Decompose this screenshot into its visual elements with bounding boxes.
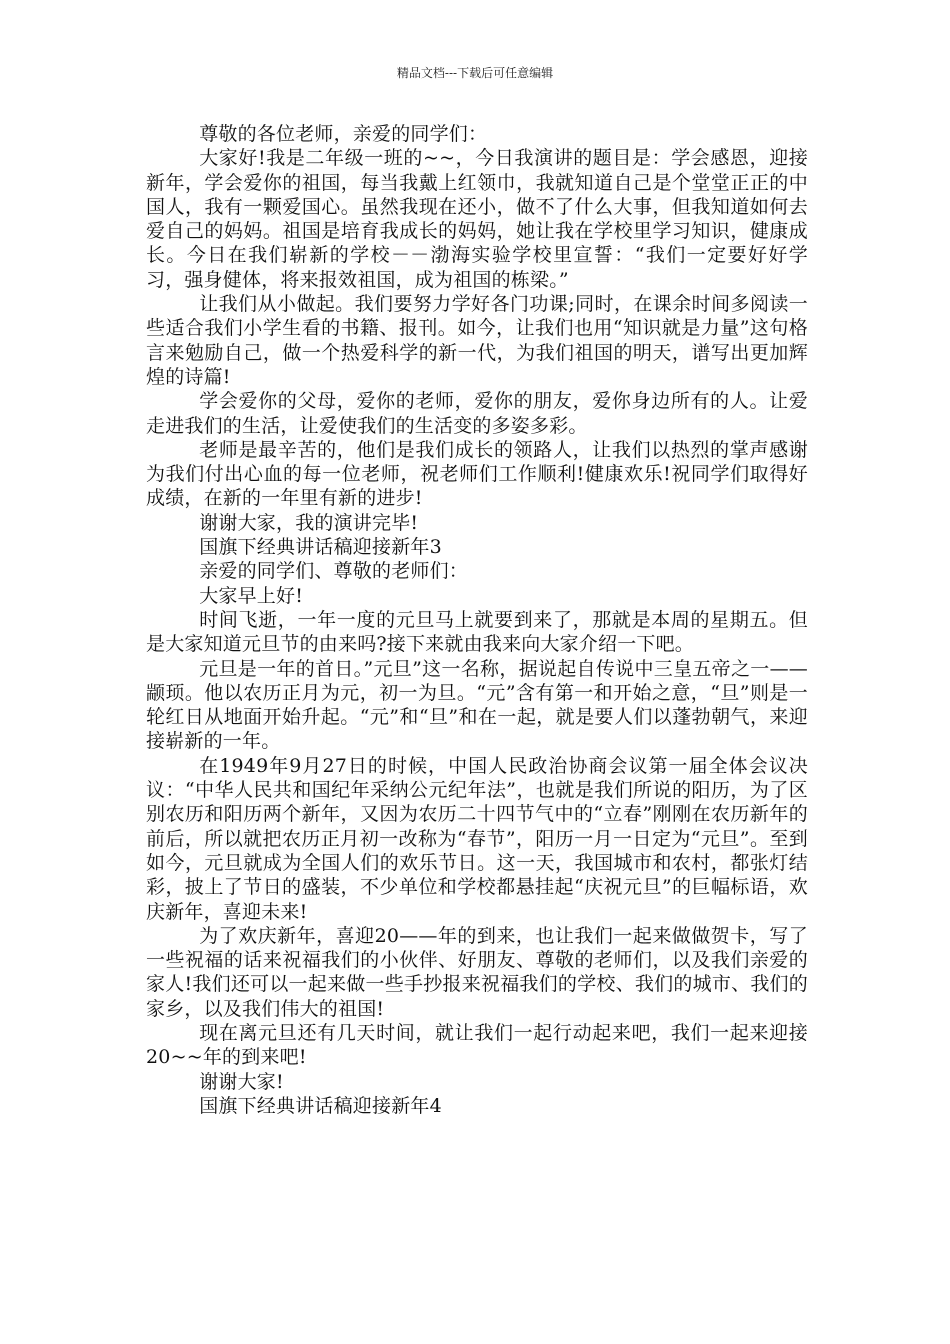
section-heading: 国旗下经典讲话稿迎接新年3 bbox=[199, 536, 442, 559]
document-body bbox=[146, 122, 808, 1118]
closing-line: 谢谢大家! bbox=[199, 1070, 284, 1093]
salutation: 尊敬的各位老师，亲爱的同学们： bbox=[199, 123, 488, 145]
paragraph: 大家好!我是二年级一班的~~，今日我演讲的题目是：学会感恩，迎接新年，学会爱你的祖国，每当我戴上红领巾，我就知道自己是个堂堂正正的中国人，我有一颗爱国心。虽然我现在还小，做不了什么大事，但我知道如何去爱自己的妈妈。祖国是培育我成长的妈妈，她让我在学校里学习知识，健康成长。今日在我们崭新的学校－－渤海实验学校里宣誓：“我们一定要好好学习，强身健体，将来报效祖国，成为祖国的栋梁。” bbox=[146, 147, 808, 291]
paragraph: 老师是最辛苦的，他们是我们成长的领路人，让我们以热烈的掌声感谢为我们付出心血的每一位老师，祝老师们工作顺利!健康欢乐!祝同学们取得好成绩，在新的一年里有新的进步! bbox=[146, 438, 808, 510]
greeting: 大家早上好! bbox=[199, 584, 304, 607]
section-heading: 国旗下经典讲话稿迎接新年4 bbox=[199, 1094, 442, 1117]
page-header: 精品文档---下载后可任意编辑 bbox=[396, 66, 554, 80]
paragraph: 为了欢庆新年，喜迎20——年的到来，也让我们一起来做做贺卡，写了一些祝福的话来祝福我们的小伙伴、好朋友、尊敬的老师们，以及我们亲爱的家人!我们还可以一起来做一些手抄报来祝福我们的学校、我们的城市、我们的家乡，以及我们伟大的祖国! bbox=[146, 924, 808, 1020]
closing-line: 谢谢大家，我的演讲完毕! bbox=[199, 511, 419, 534]
salutation: 亲爱的同学们、尊敬的老师们： bbox=[199, 560, 468, 583]
paragraph: 让我们从小做起。我们要努力学好各门功课;同时，在课余时间多阅读一些适合我们小学生看的书籍、报刊。如今，让我们也用“知识就是力量”这句格言来勉励自己，做一个热爱科学的新一代，为我们祖国的明天，谱写出更加辉煌的诗篇! bbox=[146, 293, 808, 388]
paragraph: 现在离元旦还有几天时间，就让我们一起行动起来吧，我们一起来迎接20~~年的到来吧! bbox=[146, 1021, 808, 1069]
paragraph: 元旦是一年的首日。”元旦”这一名称，据说起自传说中三皇五帝之一——颛顼。他以农历正月为元，初一为旦。“元”含有第一和开始之意，“旦”则是一轮红日从地面开始升起。“元”和“旦”和在一起，就是要人们以蓬勃朝气，来迎接崭新的一年。 bbox=[146, 657, 808, 753]
paragraph: 时间飞逝，一年一度的元旦马上就要到来了，那就是本周的星期五。但是大家知道元旦节的由来吗?接下来就由我来向大家介绍一下吧。 bbox=[146, 608, 808, 656]
paragraph: 在1949年9月27日的时候，中国人民政治协商会议第一届全体会议决议：“中华人民共和国纪年采纳公元纪年法”，也就是我们所说的阳历，为了区别农历和阳历两个新年，又因为农历二十四节气中的“立春”刚刚在农历新年的前后，所以就把农历正月初一改称为“春节”，阳历一月一日定为“元旦”。至到如今，元旦就成为全国人们的欢乐节日。这一天，我国城市和农村，都张灯结彩，披上了节日的盛装，不少单位和学校都悬挂起“庆祝元旦”的巨幅标语，欢庆新年，喜迎未来! bbox=[146, 754, 808, 923]
paragraph: 学会爱你的父母，爱你的老师，爱你的朋友，爱你身边所有的人。让爱走进我们的生活，让爱使我们的生活变的多姿多彩。 bbox=[146, 390, 808, 437]
